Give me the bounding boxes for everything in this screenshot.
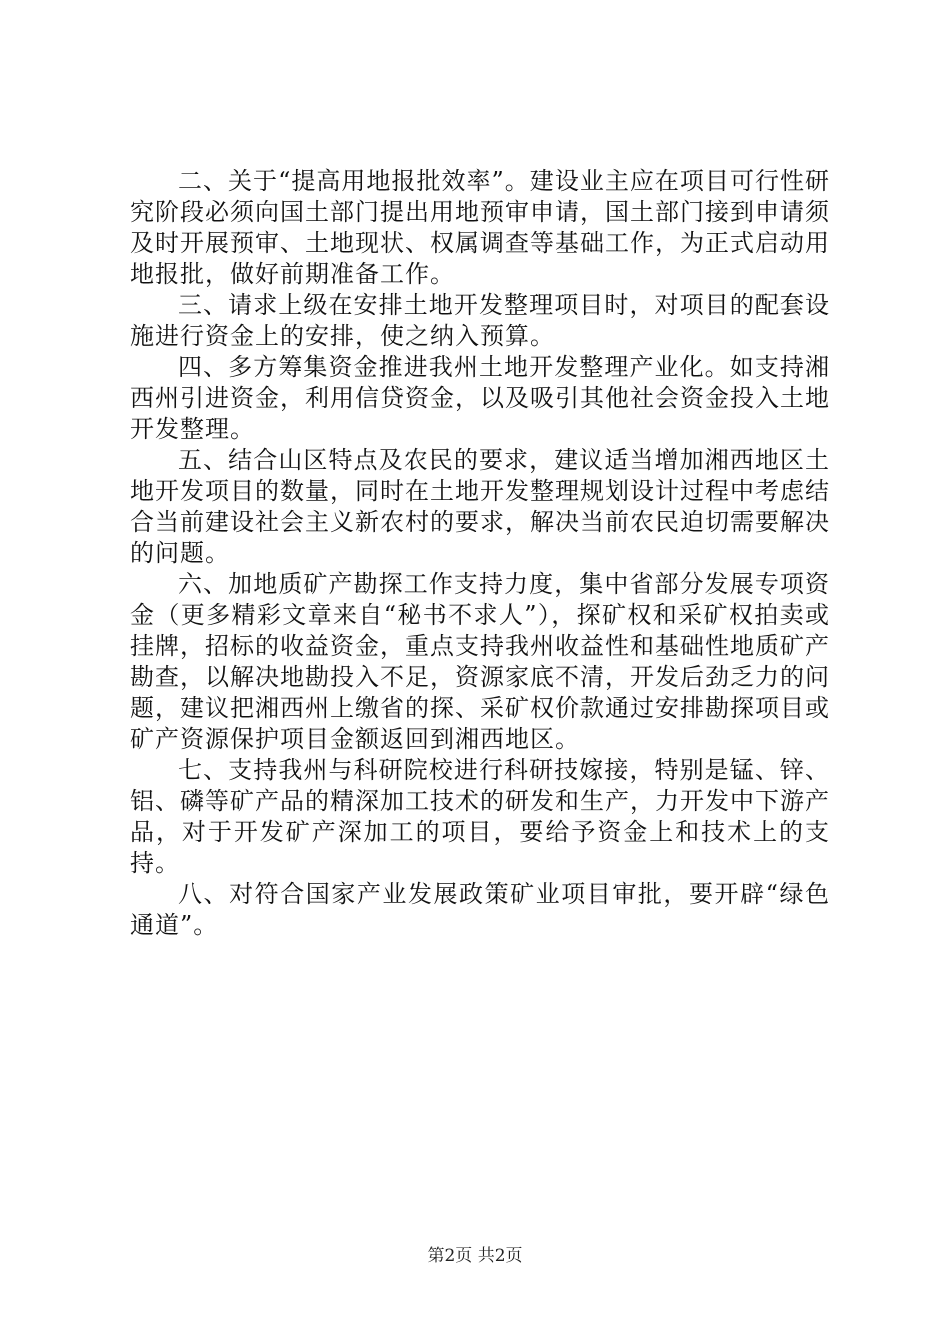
document-body — [130, 166, 830, 941]
paragraph-5: 五、结合山区特点及农民的要求，建议适当增加湘西地区土地开发项目的数量，同时在土地开发整理规划设计过程中考虑结合当前建设社会主义新农村的要求，解决当前农民迫切需要解决的问题。 — [130, 446, 830, 567]
paragraph-8: 八、对符合国家产业发展政策矿业项目审批，要开辟“绿色通道”。 — [130, 880, 830, 939]
paragraph-2: 二、关于“提高用地报批效率”。建设业主应在项目可行性研究阶段必须向国土部门提出用地预审申请，国土部门接到申请须及时开展预审、土地现状、权属调查等基础工作，为正式启动用地报批，做好前期准备工作。 — [130, 167, 830, 288]
paragraph-6: 六、加地质矿产勘探工作支持力度，集中省部分发展专项资金（更多精彩文章来自“秘书不求人”），探矿权和采矿权拍卖或挂牌，招标的收益资金，重点支持我州收益性和基础性地质矿产勘查，以解决地勘投入不足，资源家底不清，开发后劲乏力的问题，建议把湘西州上缴省的探、采矿权价款通过安排勘探项目或矿产资源保护项目金额返回到湘西地区。 — [130, 570, 830, 753]
paragraph-7: 七、支持我州与科研院校进行科研技嫁接，特别是锰、锌、铝、磷等矿产品的精深加工技术的研发和生产，力开发中下游产品，对于开发矿产深加工的项目，要给予资金上和技术上的支持。 — [130, 756, 830, 877]
paragraph-4: 四、多方筹集资金推进我州土地开发整理产业化。如支持湘西州引进资金，利用信贷资金，以及吸引其他社会资金投入土地开发整理。 — [130, 353, 830, 443]
paragraph-3: 三、请求上级在安排土地开发整理项目时，对项目的配套设施进行资金上的安排，使之纳入预算。 — [130, 291, 830, 350]
page-number-footer: 第2页 共2页 — [427, 1246, 523, 1266]
